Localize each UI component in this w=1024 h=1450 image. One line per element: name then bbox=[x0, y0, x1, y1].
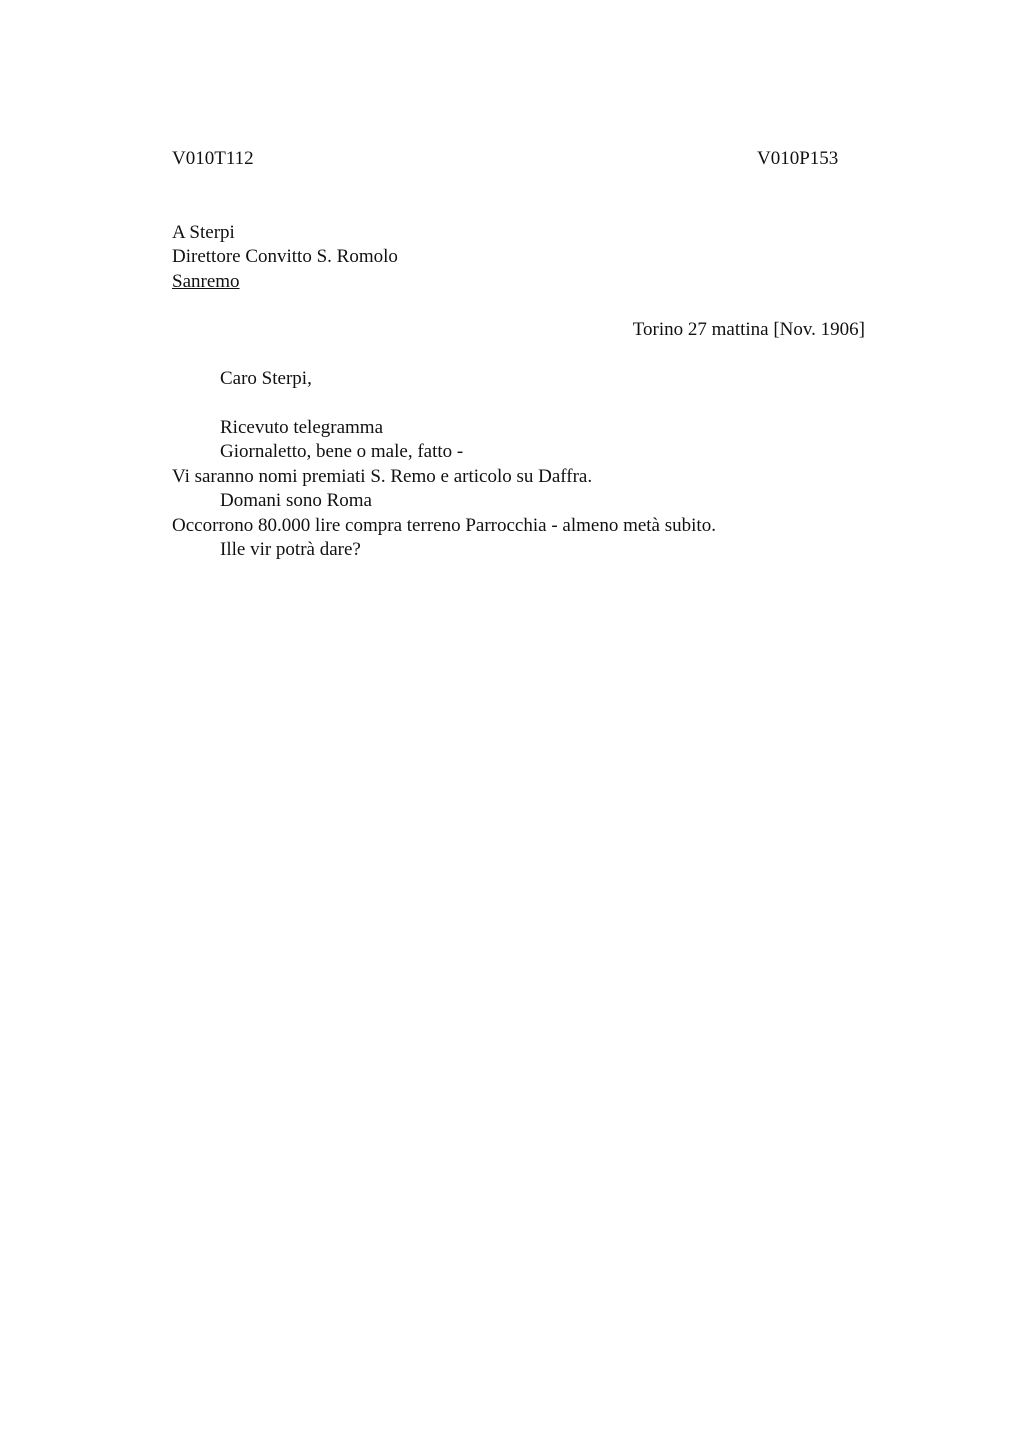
recipient-title: Direttore Convitto S. Romolo bbox=[172, 246, 398, 267]
body-line: Occorrono 80.000 lire compra terreno Parrocchia - almeno metà subito. bbox=[172, 515, 716, 536]
document-code-right: V010P153 bbox=[757, 148, 839, 169]
body-line: Ricevuto telegramma bbox=[220, 417, 384, 438]
body-line: Vi saranno nomi premiati S. Remo e articolo su Daffra. bbox=[172, 466, 593, 487]
place-date-line: Torino 27 mattina [Nov. 1906] bbox=[632, 319, 865, 340]
body-line: Ille vir potrà dare? bbox=[220, 539, 361, 560]
salutation: Caro Sterpi, bbox=[220, 368, 312, 389]
recipient-city: Sanremo bbox=[172, 271, 240, 292]
body-line: Domani sono Roma bbox=[220, 490, 372, 511]
body-line: Giornaletto, bene o male, fatto - bbox=[220, 441, 464, 462]
document-code-left: V010T112 bbox=[172, 148, 254, 169]
recipient-name: A Sterpi bbox=[172, 222, 235, 243]
